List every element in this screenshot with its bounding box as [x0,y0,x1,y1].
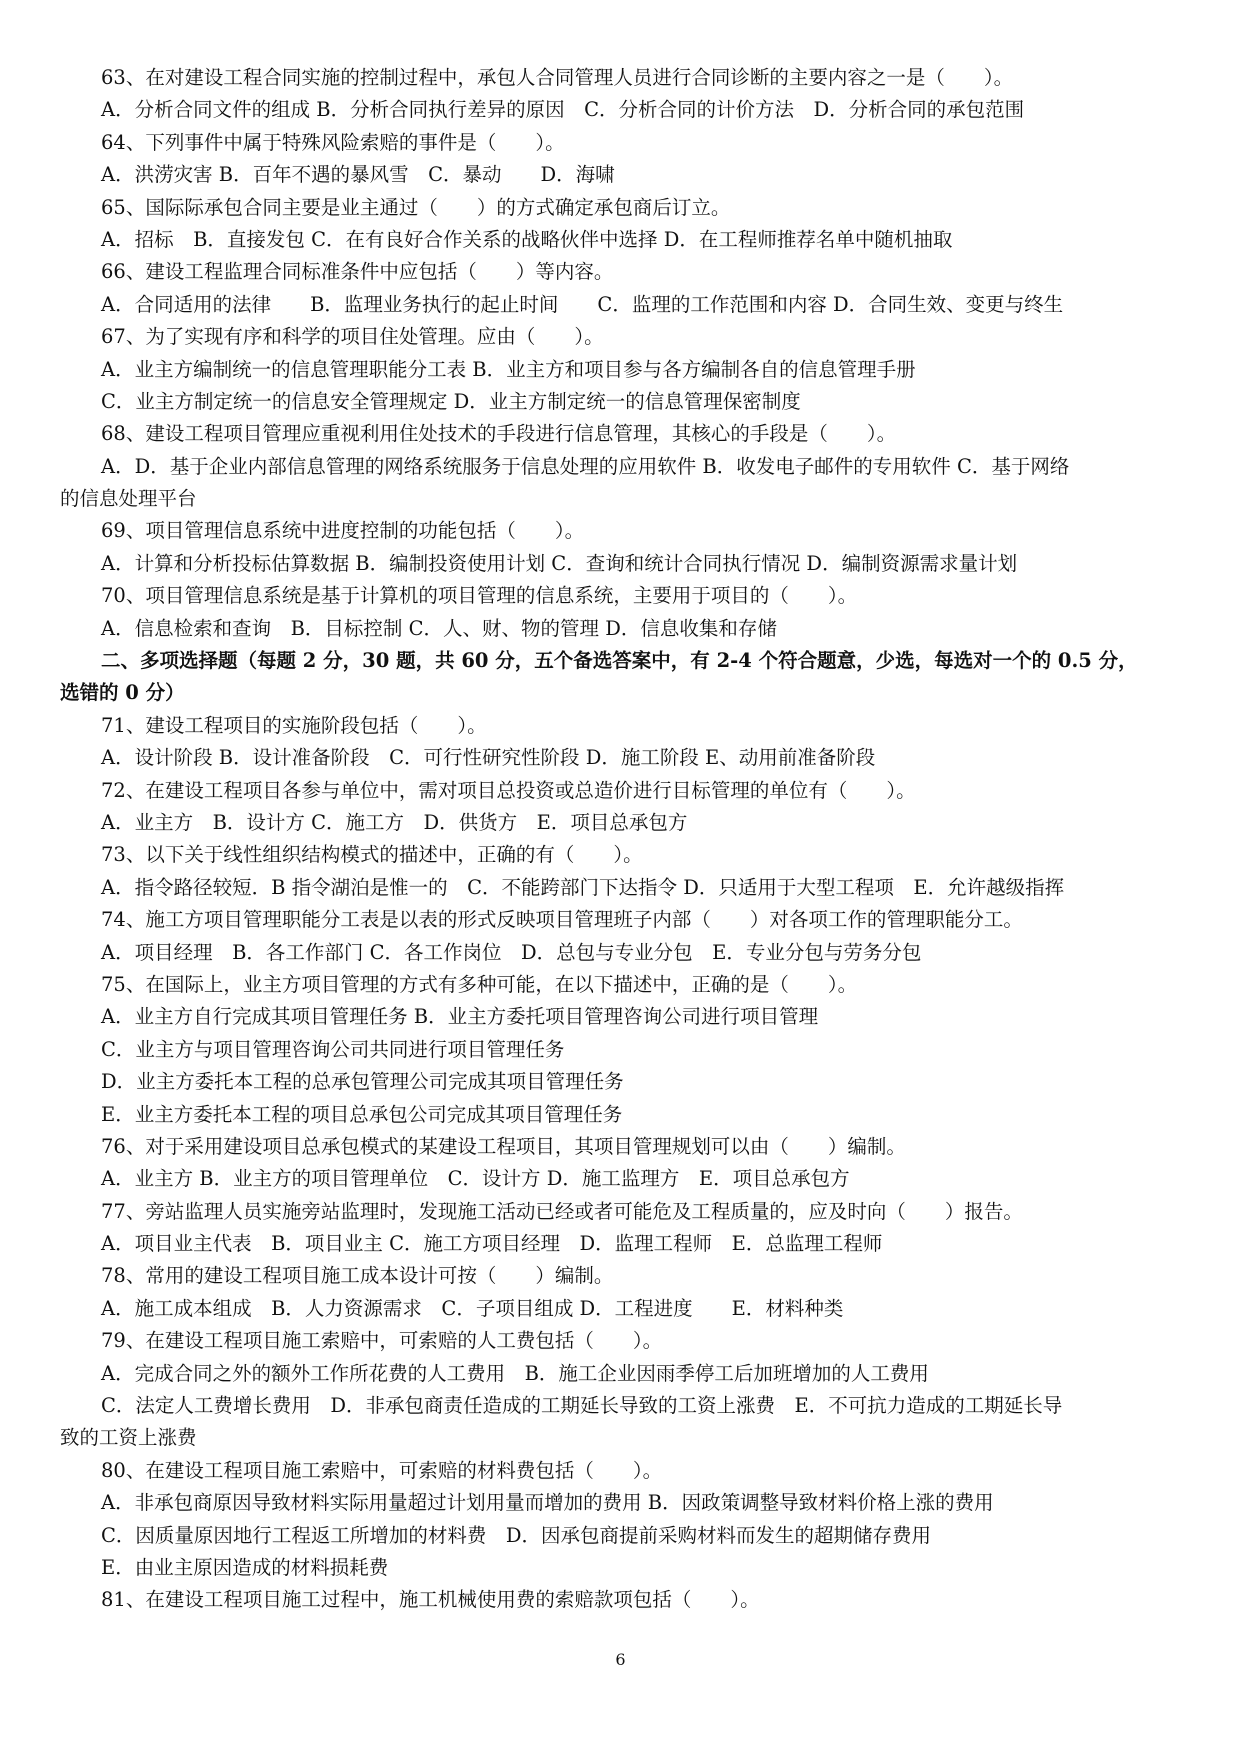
text-line: A．业主方 B．设计方 C．施工方 D．供货方 E．项目总承包方 [101,810,688,834]
text-line: C．业主方制定统一的信息安全管理规定 D．业主方制定统一的信息管理保密制度 [101,389,801,413]
text-line: A．业主方自行完成其项目管理任务 B．业主方委托项目管理咨询公司进行项目管理 [101,1005,819,1029]
text-line: 80、在建设工程项目施工索赔中，可索赔的材料费包括（ ）。 [101,1458,663,1482]
text-line: A．指令路径较短．B 指令湖泊是惟一的 C．不能跨部门下达指令 D．只适用于大型工程项 E．允许越级指挥 [101,875,1065,899]
text-line: 75、在国际上，业主方项目管理的方式有多种可能，在以下描述中，正确的是（ ）。 [101,972,858,996]
text-line: 77、旁站监理人员实施旁站监理时，发现施工活动已经或者可能危及工程质量的，应及时向（ ）报告。 [101,1199,1023,1223]
text-line: 78、常用的建设工程项目施工成本设计可按（ ）编制。 [101,1264,614,1288]
text-line: 72、在建设工程项目各参与单位中，需对项目总投资或总造价进行目标管理的单位有（ ）。 [101,778,916,802]
text-line: 81、在建设工程项目施工过程中，施工机械使用费的索赔款项包括（ ）。 [101,1588,760,1612]
text-line: A．设计阶段 B．设计准备阶段 C．可行性研究性阶段 D．施工阶段 E、动用前准备阶段 [101,746,876,770]
text-line: A．业主方 B．业主方的项目管理单位 C．设计方 D．施工监理方 E．项目总承包方 [101,1167,850,1191]
text-line: 68、建设工程项目管理应重视利用住处技术的手段进行信息管理，其核心的手段是（ ）。 [101,422,897,446]
section-heading-line: 二、多项选择题（每题 2 分，30 题，共 60 分，五个备选答案中，有 2-4 个符合题意，少选，每选对一个的 0.5 分， [101,649,1138,673]
text-line: A．项目业主代表 B．项目业主 C．施工方项目经理 D．监理工程师 E．总监理工程师 [101,1232,883,1256]
text-line: 71、建设工程项目的实施阶段包括（ ）。 [101,713,487,737]
text-line: 79、在建设工程项目施工索赔中，可索赔的人工费包括（ ）。 [101,1329,663,1353]
text-line: A．招标 B．直接发包 C．在有良好合作关系的战略伙伴中选择 D．在工程师推荐名单中随机抽取 [101,227,953,251]
text-line: 69、项目管理信息系统中进度控制的功能包括（ ）。 [101,519,585,543]
text-line: C．因质量原因地行工程返工所增加的材料费 D．因承包商提前采购材料而发生的超期储存费用 [101,1523,932,1547]
text-line: A．合同适用的法律 B．监理业务执行的起止时间 C．监理的工作范围和内容 D．合同生效、变更与终生 [101,292,1064,316]
text-line: 73、以下关于线性组织结构模式的描述中，正确的有（ ）。 [101,843,643,867]
text-line: A．项目经理 B．各工作部门 C．各工作岗位 D．总包与专业分包 E．专业分包与劳务分包 [101,940,922,964]
text-line: C．业主方与项目管理咨询公司共同进行项目管理任务 [101,1037,565,1061]
text-line: C．法定人工费增长费用 D．非承包商责任造成的工期延长导致的工资上涨费 E．不可抗力造成的工期延长导 [101,1394,1063,1418]
page-number: 6 [615,1650,626,1669]
text-line: 74、施工方项目管理职能分工表是以表的形式反映项目管理班子内部（ ）对各项工作的管理职能分工。 [101,908,1023,932]
text-line: 70、项目管理信息系统是基于计算机的项目管理的信息系统，主要用于项目的（ ）。 [101,584,858,608]
text-line: A．施工成本组成 B．人力资源需求 C．子项目组成 D．工程进度 E．材料种类 [101,1296,844,1320]
text-line: A．洪涝灾害 B．百年不遇的暴风雪 C．暴动 D．海啸 [101,163,615,187]
text-line: 67、为了实现有序和科学的项目住处管理。应由（ ）。 [101,325,604,349]
text-line: 致的工资上涨费 [60,1426,197,1450]
text-line: E．由业主原因造成的材料损耗费 [101,1555,389,1579]
text-line: D．业主方委托本工程的总承包管理公司完成其项目管理任务 [101,1070,624,1094]
document-page [60,62,1182,1617]
text-line: A．非承包商原因导致材料实际用量超过计划用量而增加的费用 B．因政策调整导致材料价格上涨的费用 [101,1491,994,1515]
text-line: A．信息检索和查询 B．目标控制 C．人、财、物的管理 D．信息收集和存储 [101,616,777,640]
text-line: 76、对于采用建设项目总承包模式的某建设工程项目，其项目管理规划可以由（ ）编制。 [101,1134,906,1158]
text-line: 的信息处理平台 [60,487,197,511]
text-line: 66、建设工程监理合同标准条件中应包括（ ）等内容。 [101,260,614,284]
text-line: 64、下列事件中属于特殊风险索赔的事件是（ ）。 [101,130,565,154]
text-line: 63、在对建设工程合同实施的控制过程中，承包人合同管理人员进行合同诊断的主要内容之一是（ ）。 [101,66,1014,89]
text-line: 65、国际际承包合同主要是业主通过（ ）的方式确定承包商后订立。 [101,195,731,219]
text-line: A．计算和分析投标估算数据 B．编制投资使用计划 C．查询和统计合同执行情况 D．编制资源需求量计划 [101,551,1018,575]
text-line: A．D．基于企业内部信息管理的网络系统服务于信息处理的应用软件 B．收发电子邮件的专用软件 C．基于网络 [101,454,1070,478]
text-line: A．分析合同文件的组成 B．分析合同执行差异的原因 C．分析合同的计价方法 D．分析合同的承包范围 [101,98,1025,122]
text-line: A．完成合同之外的额外工作所花费的人工费用 B．施工企业因雨季停工后加班增加的人工费用 [101,1361,929,1385]
text-line: E．业主方委托本工程的项目总承包公司完成其项目管理任务 [101,1102,623,1126]
text-line: A．业主方编制统一的信息管理职能分工表 B．业主方和项目参与各方编制各自的信息管理手册 [101,357,916,381]
section-heading-line: 选错的 0 分） [60,681,185,705]
